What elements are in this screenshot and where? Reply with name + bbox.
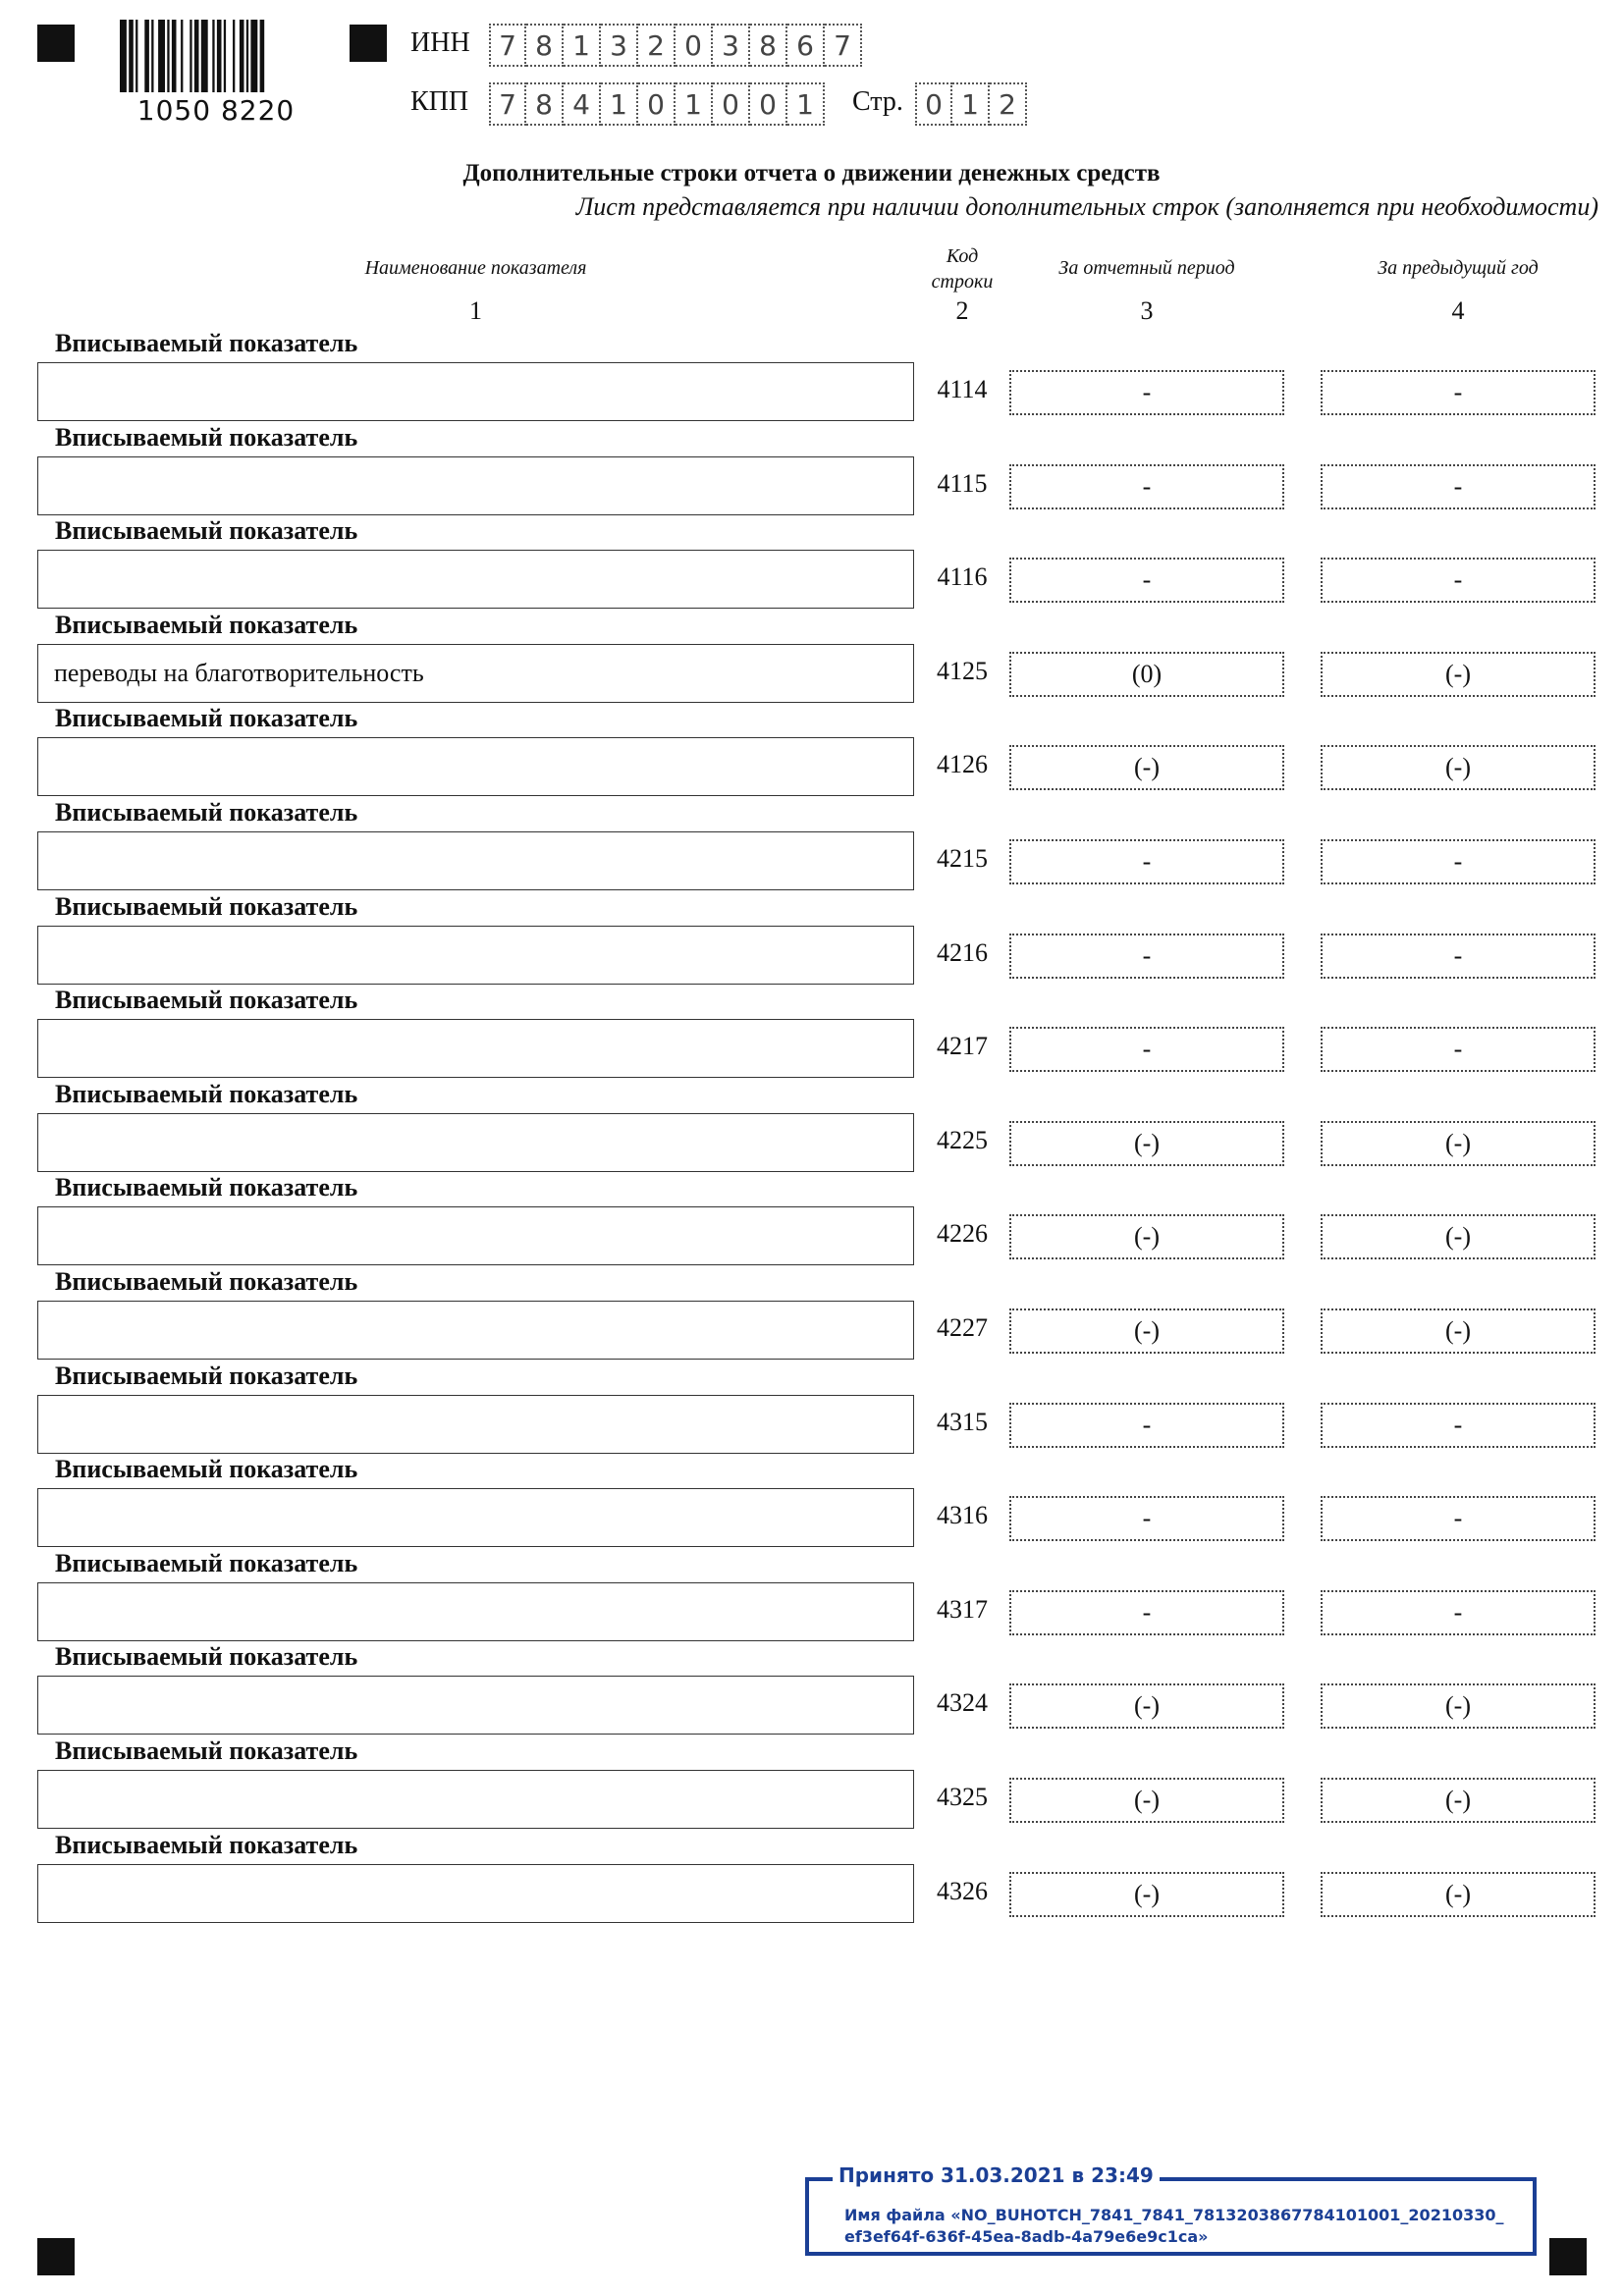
barcode-bar — [172, 20, 177, 92]
period-value-field[interactable]: - — [1009, 1496, 1284, 1541]
indicator-name-field[interactable] — [37, 1395, 914, 1454]
barcode-bar — [135, 20, 137, 92]
indicator-name-field[interactable] — [37, 362, 914, 421]
prev-year-value-field[interactable]: - — [1321, 464, 1596, 509]
period-value-field[interactable]: (-) — [1009, 1683, 1284, 1729]
inn-digit-cell: 1 — [564, 24, 601, 67]
row-label: Вписываемый показатель — [55, 422, 358, 452]
kpp-digit-cell: 0 — [750, 82, 787, 126]
prev-year-value-field[interactable]: - — [1321, 934, 1596, 979]
period-value-field[interactable]: - — [1009, 1590, 1284, 1635]
indicator-name-field[interactable] — [37, 1582, 914, 1641]
inn-digit-cell: 7 — [489, 24, 526, 67]
row-label: Вписываемый показатель — [55, 1173, 358, 1202]
line-code: 4324 — [937, 1688, 988, 1718]
page-title: Дополнительные строки отчета о движении денежных средств — [462, 160, 1161, 187]
kpp-field — [489, 82, 825, 126]
row-label: Вписываемый показатель — [55, 610, 358, 639]
inn-digit-cell: 8 — [526, 24, 564, 67]
row-label: Вписываемый показатель — [55, 986, 358, 1015]
barcode-bar — [233, 20, 235, 92]
prev-year-value-field[interactable]: (-) — [1321, 1214, 1596, 1259]
line-code: 4317 — [937, 1594, 988, 1624]
prev-year-value-field[interactable]: (-) — [1321, 1872, 1596, 1917]
prev-year-value-field[interactable]: (-) — [1321, 1308, 1596, 1354]
column-header-period: За отчетный период — [1058, 257, 1235, 279]
row-label: Вписываемый показатель — [55, 891, 358, 921]
kpp-digit-cell: 4 — [564, 82, 601, 126]
period-value-field[interactable]: (-) — [1009, 1121, 1284, 1166]
barcode-bar — [217, 20, 222, 92]
indicator-name-field[interactable] — [37, 926, 914, 985]
prev-year-value-field[interactable]: - — [1321, 1496, 1596, 1541]
period-value-field[interactable]: (-) — [1009, 1778, 1284, 1823]
line-code: 4316 — [937, 1501, 988, 1530]
column-header-prev-year: За предыдущий год — [1378, 257, 1539, 279]
inn-digit-cell: 0 — [676, 24, 713, 67]
line-code: 4116 — [937, 562, 988, 592]
barcode-bar — [167, 20, 169, 92]
inn-field — [489, 24, 862, 67]
indicator-name-field[interactable] — [37, 1676, 914, 1735]
barcode-bar — [120, 20, 127, 92]
row-label: Вписываемый показатель — [55, 329, 358, 357]
prev-year-value-field[interactable]: - — [1321, 558, 1596, 603]
line-code: 4126 — [937, 750, 988, 779]
line-code: 4226 — [937, 1219, 988, 1249]
indicator-name-field[interactable] — [37, 831, 914, 890]
kpp-digit-cell: 0 — [638, 82, 676, 126]
inn-digit-cell: 2 — [638, 24, 676, 67]
barcode-bar — [151, 20, 153, 92]
row-label: Вписываемый показатель — [55, 704, 358, 733]
row-label: Вписываемый показатель — [55, 1361, 358, 1390]
barcode-bar — [181, 20, 183, 92]
inn-digit-cell: 8 — [750, 24, 787, 67]
line-code: 4115 — [937, 468, 988, 498]
barcode — [118, 20, 314, 128]
page-digit-cell: 1 — [952, 82, 990, 126]
barcode-bar — [224, 20, 226, 92]
barcode-bar — [144, 20, 149, 92]
column-header-code-line1: Код — [946, 245, 979, 267]
period-value-field[interactable]: (-) — [1009, 745, 1284, 790]
column-number-3: 3 — [1140, 296, 1154, 325]
inn-digit-cell: 3 — [601, 24, 638, 67]
period-value-field[interactable]: - — [1009, 1027, 1284, 1072]
kpp-digit-cell: 1 — [676, 82, 713, 126]
prev-year-value-field[interactable]: - — [1321, 1027, 1596, 1072]
barcode-bar — [129, 20, 134, 92]
period-value-field[interactable]: - — [1009, 464, 1284, 509]
page-digit-cell: 2 — [990, 82, 1027, 126]
kpp-digit-cell: 7 — [489, 82, 526, 126]
line-code: 4125 — [937, 656, 988, 685]
row-label: Вписываемый показатель — [55, 1079, 358, 1108]
indicator-name-field[interactable] — [37, 1488, 914, 1547]
acceptance-stamp — [805, 2163, 1537, 2256]
indicator-name-field[interactable] — [37, 1113, 914, 1172]
period-value-field[interactable]: - — [1009, 1403, 1284, 1448]
barcode-bar — [240, 20, 244, 92]
corner-marker-top-left — [37, 25, 75, 62]
kpp-digit-cell: 1 — [601, 82, 638, 126]
prev-year-value-field[interactable]: - — [1321, 370, 1596, 415]
period-value-field[interactable]: - — [1009, 839, 1284, 884]
row-label: Вписываемый показатель — [55, 516, 358, 546]
barcode-bar — [189, 20, 191, 92]
barcode-number: 1050 8220 — [136, 94, 296, 127]
prev-year-value-field[interactable]: (-) — [1321, 652, 1596, 697]
period-value-field[interactable]: (0) — [1009, 652, 1284, 697]
stamp-file-name — [844, 2205, 1503, 2248]
inn-digit-cell: 7 — [825, 24, 862, 67]
barcode-bar — [212, 20, 214, 92]
kpp-label: КПП — [410, 86, 469, 117]
corner-marker-top-center — [350, 25, 387, 62]
prev-year-value-field[interactable]: (-) — [1321, 1121, 1596, 1166]
corner-marker-bottom-left — [37, 2238, 75, 2275]
column-header-code — [913, 243, 1011, 294]
column-header-code-line2: строки — [931, 271, 994, 293]
barcode-bar — [260, 20, 265, 92]
page-subtitle: Лист представляется при наличии дополнительных строк (заполняется при необходимости) — [575, 192, 1598, 221]
inn-digit-cell: 3 — [713, 24, 750, 67]
line-code: 4227 — [937, 1313, 988, 1342]
barcode-bars — [118, 20, 314, 98]
stamp-title: Принято 31.03.2021 в 23:49 — [833, 2163, 1160, 2187]
row-label: Вписываемый показатель — [55, 1455, 358, 1484]
inn-label: ИНН — [410, 27, 470, 58]
column-number-1: 1 — [469, 296, 482, 325]
row-label: Вписываемый показатель — [55, 798, 358, 827]
period-value-field[interactable]: - — [1009, 558, 1284, 603]
row-label: Вписываемый показатель — [55, 1830, 358, 1859]
line-code: 4217 — [937, 1032, 988, 1061]
line-code: 4315 — [937, 1407, 988, 1436]
line-code: 4325 — [937, 1783, 988, 1811]
row-label: Вписываемый показатель — [55, 1642, 358, 1672]
barcode-bar — [158, 20, 165, 92]
indicator-name-field[interactable] — [37, 1770, 914, 1829]
barcode-bar — [201, 20, 208, 92]
indicator-name-field[interactable] — [37, 1864, 914, 1923]
stamp-file-line1: Имя файла «NO_BUHOTCH_7841_7841_7813203867784101001_20210330_ — [844, 2206, 1504, 2224]
barcode-bar — [246, 20, 248, 92]
row-label: Вписываемый показатель — [55, 1736, 358, 1765]
page-digit-cell: 0 — [915, 82, 952, 126]
kpp-digit-cell: 8 — [526, 82, 564, 126]
line-code: 4216 — [937, 937, 988, 967]
indicator-name-field[interactable] — [37, 1206, 914, 1265]
prev-year-value-field[interactable]: (-) — [1321, 1683, 1596, 1729]
indicator-name-field[interactable]: переводы на благотворительность — [37, 644, 914, 703]
indicator-name-field[interactable] — [37, 737, 914, 796]
inn-digit-cell: 6 — [787, 24, 825, 67]
corner-marker-bottom-right — [1549, 2238, 1587, 2275]
line-code: 4114 — [937, 375, 988, 403]
prev-year-value-field[interactable]: - — [1321, 1403, 1596, 1448]
period-value-field[interactable]: (-) — [1009, 1872, 1284, 1917]
column-header-name: Наименование показателя — [364, 257, 587, 279]
indicator-name-field[interactable] — [37, 1301, 914, 1360]
column-number-4: 4 — [1451, 296, 1465, 325]
prev-year-value-field[interactable]: - — [1321, 839, 1596, 884]
indicator-name-field[interactable] — [37, 1019, 914, 1078]
period-value-field[interactable]: (-) — [1009, 1308, 1284, 1354]
page-label: Стр. — [852, 86, 903, 117]
prev-year-value-field[interactable]: (-) — [1321, 745, 1596, 790]
prev-year-value-field[interactable]: (-) — [1321, 1778, 1596, 1823]
period-value-field[interactable]: - — [1009, 370, 1284, 415]
row-label: Вписываемый показатель — [55, 1267, 358, 1296]
kpp-digit-cell: 0 — [713, 82, 750, 126]
barcode-bar — [250, 20, 257, 92]
barcode-bar — [194, 20, 199, 92]
indicator-name-field[interactable] — [37, 550, 914, 609]
column-number-2: 2 — [955, 296, 969, 325]
page-number-field — [915, 82, 1027, 126]
line-code: 4225 — [937, 1125, 988, 1154]
indicator-name-field[interactable] — [37, 456, 914, 515]
period-value-field[interactable]: - — [1009, 934, 1284, 979]
prev-year-value-field[interactable]: - — [1321, 1590, 1596, 1635]
line-code: 4215 — [937, 844, 988, 873]
period-value-field[interactable]: (-) — [1009, 1214, 1284, 1259]
row-label: Вписываемый показатель — [55, 1548, 358, 1577]
stamp-file-line2: ef3ef64f-636f-45ea-8adb-4a79e6e9c1ca» — [844, 2227, 1209, 2246]
kpp-digit-cell: 1 — [787, 82, 825, 126]
line-code: 4326 — [937, 1876, 988, 1905]
